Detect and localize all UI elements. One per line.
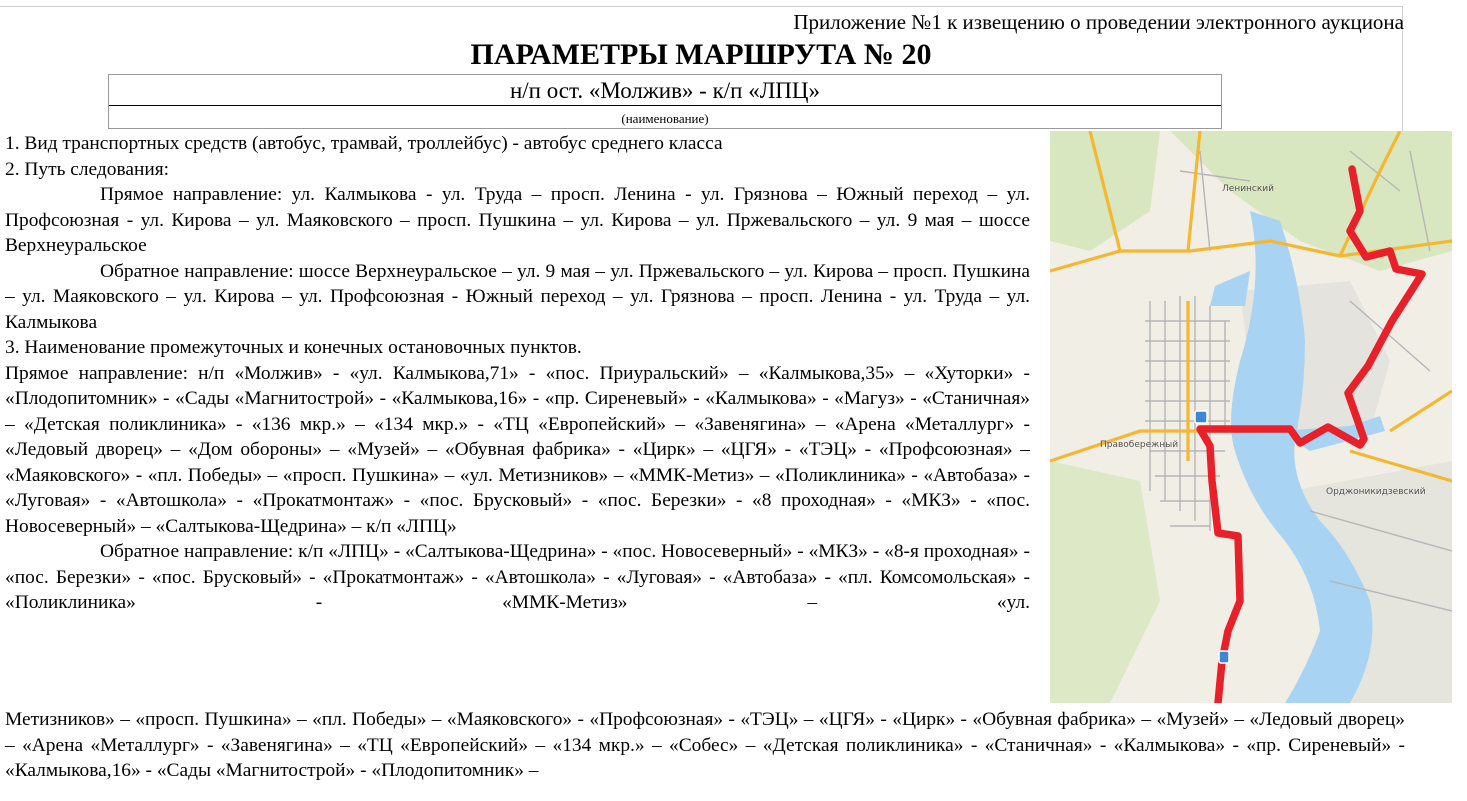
map-label-west: Правобережный bbox=[1100, 440, 1179, 450]
section-route-path: 2. Путь следования: bbox=[5, 158, 170, 180]
route-name-box bbox=[108, 74, 1222, 129]
map-label-north: Ленинский bbox=[1222, 184, 1275, 194]
map-label-east: Орджоникидзевский bbox=[1326, 487, 1426, 497]
route-parameters-text bbox=[5, 131, 1030, 616]
section-stops: 3. Наименование промежуточных и конечных остановочных пунктов. bbox=[5, 337, 582, 358]
route-name: н/п ост. «Молжив» - к/п «ЛПЦ» bbox=[109, 75, 1221, 106]
route-name-caption: (наименование) bbox=[621, 111, 709, 126]
stops-backward-part2: Метизников» – «просп. Пушкина» – «пл. Победы» – «Маяковского» - «Профсоюзная» - «ТЭЦ» – «ЦГЯ» - «Цирк» - «Обувная фабрика» – «Музей» – «Ледовый дворец» – «Арена «Металлург» - «Завенягина» – «ТЦ «Европейский» – «134 мкр.» – «Собес» – «Детская поликлиника» - «Станичная» - «Калмыкова» - «пр. Сиреневый» - «Калмыкова,16» - «Сады «Магнитострой» - «Плодопитомник» – bbox=[5, 709, 1405, 781]
page-title: ПАРАМЕТРЫ МАРШРУТА № 20 bbox=[470, 38, 932, 71]
stops-backward-part1: Обратное направление: к/п «ЛПЦ» - «Салтыкова-Щедрина» - «пос. Новосеверный» - «МКЗ» - «8-я проходная» - «пос. Березки» - «пос. Брусковый» - «Прокатмонтаж» - «Автошкола» - «Луговая» - «Автобаза» - «пл. Комсомольская» - «Поликлиника» - «ММК-Метиз» – «ул. bbox=[5, 541, 1030, 613]
route-map-svg bbox=[1050, 131, 1452, 703]
route-path-backward: Обратное направление: шоссе Верхнеуральское – ул. 9 мая – ул. Пржевальского – ул. Кирова – просп. Пушкина – ул. Маяковского – ул. Кирова – ул. Профсоюзная - Южный переход – ул. Грязнова – просп. Ленина - ул. Труда – ул. Калмыкова bbox=[5, 260, 1030, 333]
section-vehicle-type: 1. Вид транспортных средств (автобус, трамвай, троллейбус) - автобус среднего класса bbox=[5, 133, 723, 154]
appendix-note: Приложение №1 к извещению о проведении электронного аукциона bbox=[793, 10, 1404, 34]
route-map bbox=[1050, 131, 1452, 703]
page-top-border bbox=[0, 6, 1402, 7]
stops-backward-continuation bbox=[5, 707, 1405, 784]
stops-forward: Прямое направление: н/п «Молжив» - «ул. Калмыкова,71» - «пос. Приуральский» – «Калмыкова,35» – «Хуторки» - «Плодопитомник» - «Сады «Магнитострой» - «Калмыкова,16» - «пр. Сиреневый» - «Калмыкова» - «Магуз» - «Станичная» – «Детская поликлиника» - «136 мкр.» – «134 мкр.» - «ТЦ «Европейский» – «Завенягина» – «Арена «Металлург» - «Ледовый дворец» – «Дом обороны» – «Музей» – «Обувная фабрика» - «Цирк» – «ЦГЯ» - «ТЭЦ» - «Профсоюзная» – «Маяковского» - «пл. Победы» – «просп. Пушкина» – «ул. Метизников» – «ММК-Метиз» – «Поликлиника» - «Автобаза» - «Луговая» - «Автошкола» - «Прокатмонтаж» - «пос. Брусковый» - «пос. Березки» - «8 проходная» - «МКЗ» - «пос. Новосеверный» – «Салтыкова-Щедрина» – к/п «ЛПЦ» bbox=[5, 362, 1030, 537]
route-path-forward: Прямое направление: ул. Калмыкова - ул. Труда – просп. Ленина - ул. Грязнова – Южный переход – ул. Профсоюзная - ул. Кирова – ул. Маяковского – просп. Пушкина – ул. Кирова – ул. Пржевальского – ул. 9 мая – шоссе Верхнеуральское bbox=[5, 184, 1030, 256]
